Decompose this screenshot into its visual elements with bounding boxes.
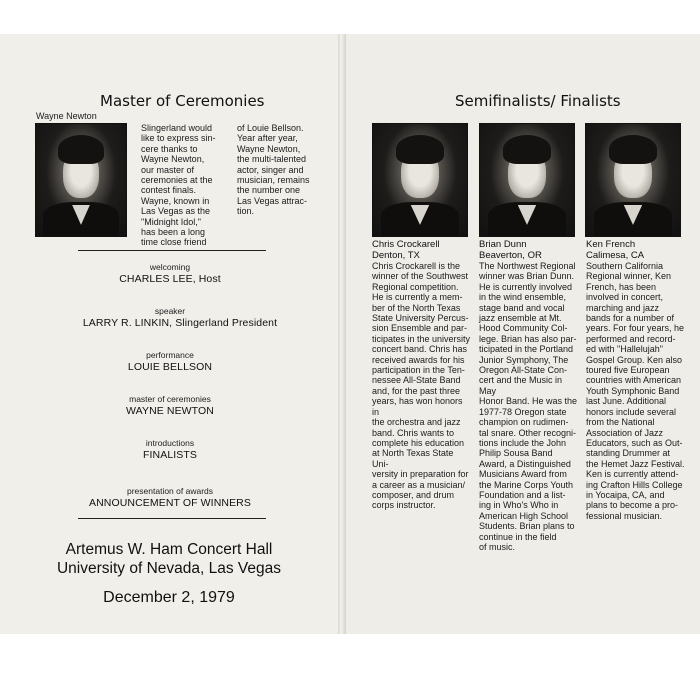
program-label: master of ceremonies [129, 394, 211, 404]
mc-bio-col1: Slingerland would like to express sin- cere thanks to Wayne Newton, our master of ceremonies at the contest finals. Wayne, known in Las Vegas as the "Midnight Idol," has been a long time close friend [141, 123, 216, 248]
rule-top [78, 250, 266, 251]
program-value: FINALISTS [143, 449, 197, 461]
finalist-name: Brian Dunn [479, 239, 527, 250]
program-value: LARRY R. LINKIN, Slingerland President [82, 317, 278, 329]
page-gutter [338, 34, 346, 634]
wayne-newton-photo [35, 123, 127, 237]
program-value: ANNOUNCEMENT OF WINNERS [89, 497, 251, 509]
program-label: introductions [145, 438, 195, 448]
finalist-location: Denton, TX [372, 250, 420, 261]
program-label: presentation of awards [127, 486, 213, 496]
program-label: performance [146, 350, 194, 360]
finalists-heading: Semifinalists/ Finalists [455, 92, 621, 110]
venue-line2: University of Nevada, Las Vegas [56, 560, 281, 577]
program-value: WAYNE NEWTON [126, 405, 214, 417]
program-label: speaker [154, 306, 186, 316]
program-value: CHARLES LEE, Host [119, 273, 221, 285]
mc-photo-caption: Wayne Newton [36, 111, 97, 121]
finalist-location: Beaverton, OR [479, 250, 542, 261]
mc-bio-col2: of Louie Bellson. Year after year, Wayne Newton, the multi-talented actor, singer and musician, remains the number one Las Vegas attrac- tion. [237, 123, 310, 217]
finalist-bio: The Northwest Regional winner was Brian Dunn. He is currently involved in the wind ensemble, stage band and vocal jazz ensemble at Mt. Hood Community Col- lege. Brian has also par- ticipated in the Portland Junior Symphony, The Oregon All-State Con- cert and the Music in May Honor Band. He was the 1977-78 Oregon state champion on rudimen- tal snare. Other recogni- tions include the John Philip Sousa Band Award, a Distinguished Musicians Award from the Marine Corps Youth Foundation and a list- ing in Who's Who in American High School Students. Brian plans to continue in the field of music. [479, 261, 578, 552]
finalist-name: Chris Crockarell [372, 239, 440, 250]
rule-bottom [78, 518, 266, 519]
finalist-chris-crockarell [372, 239, 472, 511]
finalist-bio: Chris Crockarell is the winner of the Southwest Regional competition. He is currently a mem- ber of the North Texas State University Percus- sion Ensemble and par- ticipates in the university concert band. Chris has received awards for his participation in the Ten- nessee All-State Band and, for the past three years, has won honors in the orchestra and jazz band. Chris wants to complete his education at North Texas State Uni- versity in preparation for a career as a musician/ composer, and drum corps instructor. [372, 261, 471, 511]
venue-line1: Artemus W. Ham Concert Hall [65, 541, 273, 558]
finalist-brian-dunn [479, 239, 581, 552]
program-value: LOUIE BELLSON [127, 361, 213, 373]
event-date: December 2, 1979 [103, 589, 235, 606]
ken-french-photo [585, 123, 681, 237]
finalist-name: Ken French [586, 239, 636, 250]
finalist-bio: Southern California Regional winner, Ken French, has been involved in concert, marching and jazz bands for a number of years. For four years, he performed and record- ed with "Hallelujah" Gospel Group. Ken also toured five European countries with American Youth Symphonic Band last June. Additional honors include several from the National Association of Jazz Educators, such as Out- standing Drummer at the Hemet Jazz Festival. Ken is currently attend- ing Crafton Hills College in Yocaipa, CA, and plans to become a pro- fessional musician. [586, 261, 685, 521]
program-label: welcoming [149, 262, 191, 272]
finalist-ken-french [586, 239, 694, 521]
finalist-location: Calimesa, CA [586, 250, 645, 261]
brian-dunn-photo [479, 123, 575, 237]
mc-heading: Master of Ceremonies [100, 92, 265, 110]
chris-crockarell-photo [372, 123, 468, 237]
